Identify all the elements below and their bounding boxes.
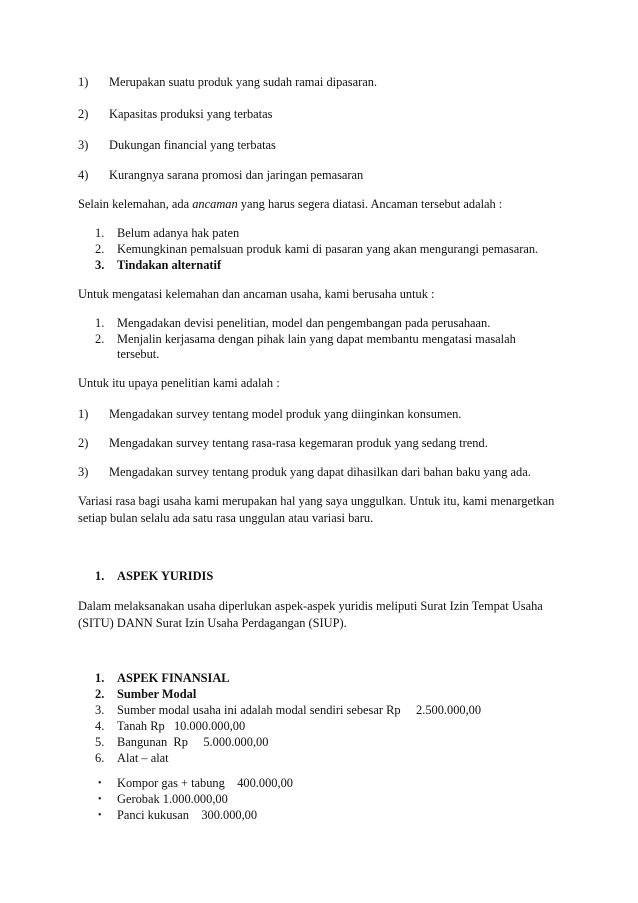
list-item: Mengadakan survey tentang rasa-rasa kegemaran produk yang sedang trend. — [109, 436, 488, 450]
list-number: 4) — [78, 168, 89, 182]
paragraph-research: Untuk itu upaya penelitian kami adalah : — [78, 376, 280, 390]
bullet-icon: • — [98, 778, 102, 789]
paragraph-variasi: Variasi rasa bagi usaha kami merupakan hal yang saya unggulkan. Untuk itu, kami menargetkan setiap bulan selalu ada satu rasa unggulan atau variasi baru. — [78, 494, 555, 525]
list-number: 2. — [95, 242, 105, 256]
heading-yuridis: ASPEK YURIDIS — [117, 569, 214, 583]
bullet-item: Kompor gas + tabung 400.000,00 — [117, 776, 293, 790]
list-number: 5. — [95, 735, 105, 749]
heading-number: 1. — [95, 569, 105, 583]
list-item: Dukungan financial yang terbatas — [109, 138, 276, 152]
list-item: Mengadakan survey tentang model produk yang diinginkan konsumen. — [109, 407, 462, 421]
list-number: 3) — [78, 138, 89, 152]
heading-finansial: ASPEK FINANSIAL — [117, 671, 230, 685]
paragraph-overcome: Untuk mengatasi kelemahan dan ancaman usaha, kami berusaha untuk : — [78, 287, 435, 301]
list-item: Sumber Modal — [117, 687, 197, 701]
list-number: 1) — [78, 75, 89, 89]
list-number: 2. — [95, 687, 105, 701]
list-item: Merupakan suatu produk yang sudah ramai dipasaran. — [109, 75, 378, 89]
list-item: Bangunan Rp 5.000.000,00 — [117, 735, 269, 749]
list-item: Mengadakan survey tentang produk yang dapat dihasilkan dari bahan baku yang ada. — [109, 465, 531, 479]
list-number: 4. — [95, 719, 105, 733]
list-number: 2) — [78, 436, 89, 450]
list-item: Belum adanya hak paten — [117, 226, 240, 240]
list-number: 1. — [95, 316, 105, 330]
list-number: 2. — [95, 332, 105, 346]
paragraph-yuridis: Dalam melaksanakan usaha diperlukan aspek-aspek yuridis meliputi Surat Izin Tempat Usaha (SITU) DANN Surat Izin Usaha Perdagangan (SIUP). — [78, 599, 543, 630]
paragraph-threats — [78, 197, 502, 212]
bullet-icon: • — [98, 794, 102, 805]
bullet-item: Panci kukusan 300.000,00 — [117, 808, 258, 822]
list-number: 6. — [95, 751, 105, 765]
paragraph-text: yang harus segera diatasi. Ancaman tersebut adalah : — [237, 197, 503, 211]
list-item: Alat – alat — [117, 751, 169, 765]
list-item: Mengadakan devisi penelitian, model dan pengembangan pada perusahaan. — [117, 316, 491, 330]
list-number: 1. — [95, 671, 105, 685]
list-item: Sumber modal usaha ini adalah modal sendiri sebesar Rp 2.500.000,00 — [117, 703, 482, 717]
list-number: 1) — [78, 407, 89, 421]
bullet-item: Gerobak 1.000.000,00 — [117, 792, 228, 806]
list-item: Menjalin kerjasama dengan pihak lain yang dapat membantu mengatasi masalah tersebut. — [117, 332, 516, 361]
list-number: 3. — [95, 703, 105, 717]
paragraph-text: Selain kelemahan, ada — [78, 197, 193, 211]
list-number: 2) — [78, 107, 89, 121]
list-item: Kemungkinan pemalsuan produk kami di pasaran yang akan mengurangi pemasaran. — [117, 242, 539, 256]
bullet-icon: • — [98, 810, 102, 821]
list-item: Tindakan alternatif — [117, 258, 222, 272]
list-number: 3) — [78, 465, 89, 479]
list-number: 3. — [95, 258, 105, 272]
paragraph-italic: ancaman — [192, 197, 238, 211]
list-item: Kurangnya sarana promosi dan jaringan pemasaran — [109, 168, 364, 182]
list-item: Kapasitas produksi yang terbatas — [109, 107, 273, 121]
list-item: Tanah Rp 10.000.000,00 — [117, 719, 246, 733]
list-number: 1. — [95, 226, 105, 240]
